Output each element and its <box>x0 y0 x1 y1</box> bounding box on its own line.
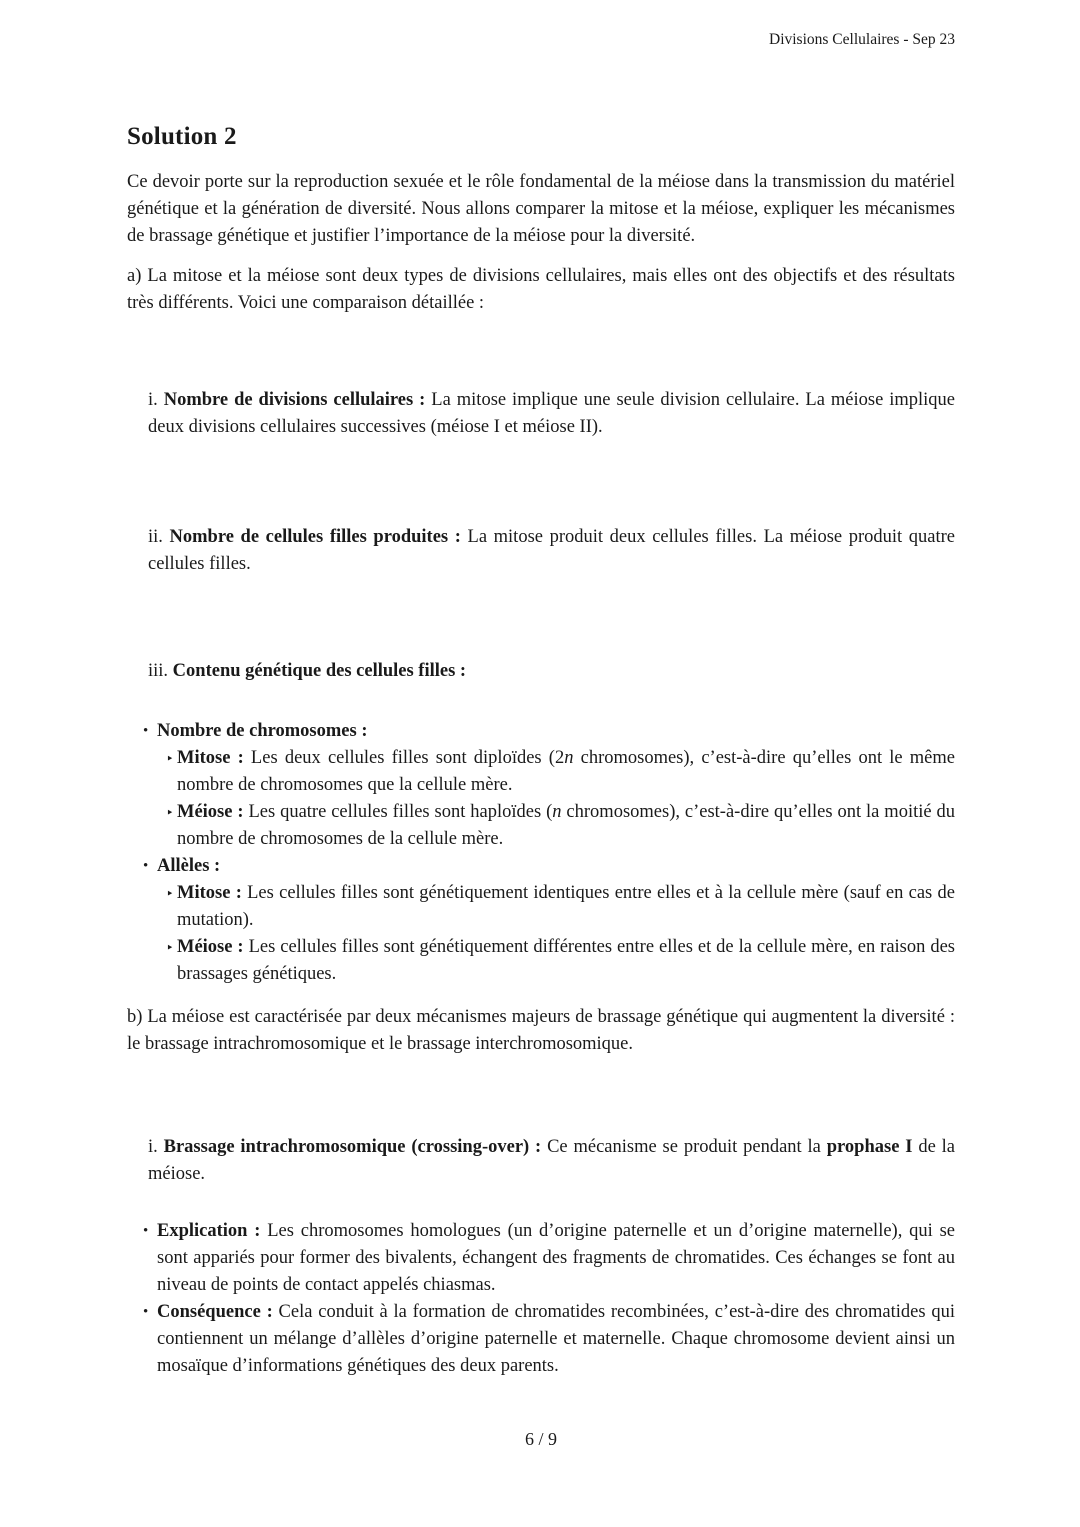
list-item-title: Conséquence : <box>157 1302 273 1322</box>
list-item-label <box>157 718 955 745</box>
section-number: iii. <box>148 661 173 681</box>
list-item-title: Méiose : <box>177 937 244 957</box>
list-item-body: Cela conduit à la formation de chromatides recombinées, c’est-à-dire des chromatides qui contiennent un mélange d’allèles d’origine paternelle et maternelle. Chaque chromosome devient ainsi un mosaïque d’informations génétiques des deux parents. <box>157 1302 955 1376</box>
list-item-title: Mitose : <box>177 748 244 768</box>
list-item-body: Les chromosomes homologues (un d’origine paternelle et un d’origine maternelle), qui se sont appariés pour former des bivalents, échangent des fragments de chromatides. Ces échanges se font au niveau de points de contact appelés chiasmas. <box>157 1221 955 1295</box>
list-item-text <box>157 1299 955 1380</box>
section-divisions-count <box>148 387 955 441</box>
page-header <box>127 0 955 50</box>
page-title: Solution 2 <box>127 123 237 150</box>
math-variable: n <box>564 748 574 768</box>
triangle-bullet-icon: ‣ <box>166 751 174 766</box>
section-title: Contenu génétique des cellules filles : <box>172 661 467 681</box>
paragraph-b: b) La méiose est caractérisée par deux mécanismes majeurs de brassage génétique qui augmentent la diversité : le brassage intrachromosomique et le brassage interchromosomique. <box>127 1007 955 1054</box>
bullet-icon: • <box>143 1223 149 1239</box>
list-item-title: Nombre de chromosomes : <box>157 721 368 741</box>
list-item-alleles <box>127 853 955 880</box>
section-title: Brassage intrachromosomique (crossing-over) : <box>163 1137 542 1157</box>
list-item-text <box>177 799 955 853</box>
list-item-text <box>177 880 955 934</box>
section-number: i. <box>148 390 164 410</box>
list-item-text <box>177 934 955 988</box>
page-number: 6 / 9 <box>524 1429 557 1449</box>
list-item-body: chromosomes), c’est-à-dire qu’elles ont le même nombre de chromosomes que la cellule mère. <box>177 748 955 795</box>
triangle-bullet-icon: ‣ <box>166 886 174 901</box>
list-item-title: Mitose : <box>177 883 242 903</box>
list-item-explication <box>127 1218 955 1299</box>
list-item-text <box>157 1218 955 1299</box>
bullet-icon: • <box>143 858 149 874</box>
section-body: La mitose produit deux cellules filles. La méiose produit quatre cellules filles. <box>148 527 955 574</box>
section-body: La mitose implique une seule division cellulaire. La méiose implique deux divisions cellulaires successives (méiose I et méiose II). <box>148 390 956 437</box>
list-item-mitose-alleles <box>127 880 955 934</box>
list-item-consequence <box>127 1299 955 1380</box>
list-item-meiose-chromosomes <box>127 799 955 853</box>
list-item-text <box>177 745 955 799</box>
list-item-title: Allèles : <box>157 856 221 876</box>
section-title: Nombre de divisions cellulaires : <box>163 390 426 410</box>
section-body: Ce mécanisme se produit pendant la <box>541 1137 827 1157</box>
section-title: Nombre de cellules filles produites : <box>169 527 461 547</box>
bullet-icon: • <box>143 723 149 739</box>
list-item-meiose-alleles <box>127 934 955 988</box>
section-number: ii. <box>148 527 170 547</box>
section-crossing-over <box>148 1134 955 1188</box>
list-item-body: Les quatre cellules filles sont haploïdes ( <box>243 802 553 822</box>
bullet-list-genetic-content <box>127 718 955 988</box>
section-daughter-cells-count <box>148 524 955 578</box>
list-item-label <box>157 853 955 880</box>
section-body-tail: de la méiose. <box>148 1137 955 1184</box>
list-item-title: Explication : <box>157 1221 261 1241</box>
list-item-body: chromosomes), c’est-à-dire qu’elles ont la moitié du nombre de chromosomes de la cellule mère. <box>177 802 955 849</box>
triangle-bullet-icon: ‣ <box>166 805 174 820</box>
intro-paragraph: Ce devoir porte sur la reproduction sexuée et le rôle fondamental de la méiose dans la transmission du matériel génétique et la génération de diversité. Nous allons comparer la mitose et la méiose, expliquer les mécanismes de brassage génétique et justifier l’importance de la méiose pour la diversité. <box>127 172 955 246</box>
bullet-icon: • <box>143 1304 149 1320</box>
triangle-bullet-icon: ‣ <box>166 940 174 955</box>
list-item-chromosome-count <box>127 718 955 745</box>
section-genetic-content <box>148 658 955 685</box>
section-bold-term: prophase I <box>826 1137 913 1157</box>
list-item-title: Méiose : <box>177 802 244 822</box>
list-item-body: Les cellules filles sont génétiquement identiques entre elles et à la cellule mère (sauf en cas de mutation). <box>177 883 955 930</box>
list-item-body: Les deux cellules filles sont diploïdes (2 <box>243 748 565 768</box>
list-item-body: Les cellules filles sont génétiquement différentes entre elles et de la cellule mère, en raison des brassages génétiques. <box>177 937 956 984</box>
bullet-list-crossing-over <box>127 1218 955 1380</box>
header-title: Divisions Cellulaires - Sep 23 <box>769 31 955 48</box>
section-number: i. <box>148 1137 164 1157</box>
list-item-mitose-chromosomes <box>127 745 955 799</box>
math-variable: n <box>552 802 562 822</box>
paragraph-a: a) La mitose et la méiose sont deux types de divisions cellulaires, mais elles ont des objectifs et des résultats très différents. Voici une comparaison détaillée : <box>127 266 955 313</box>
